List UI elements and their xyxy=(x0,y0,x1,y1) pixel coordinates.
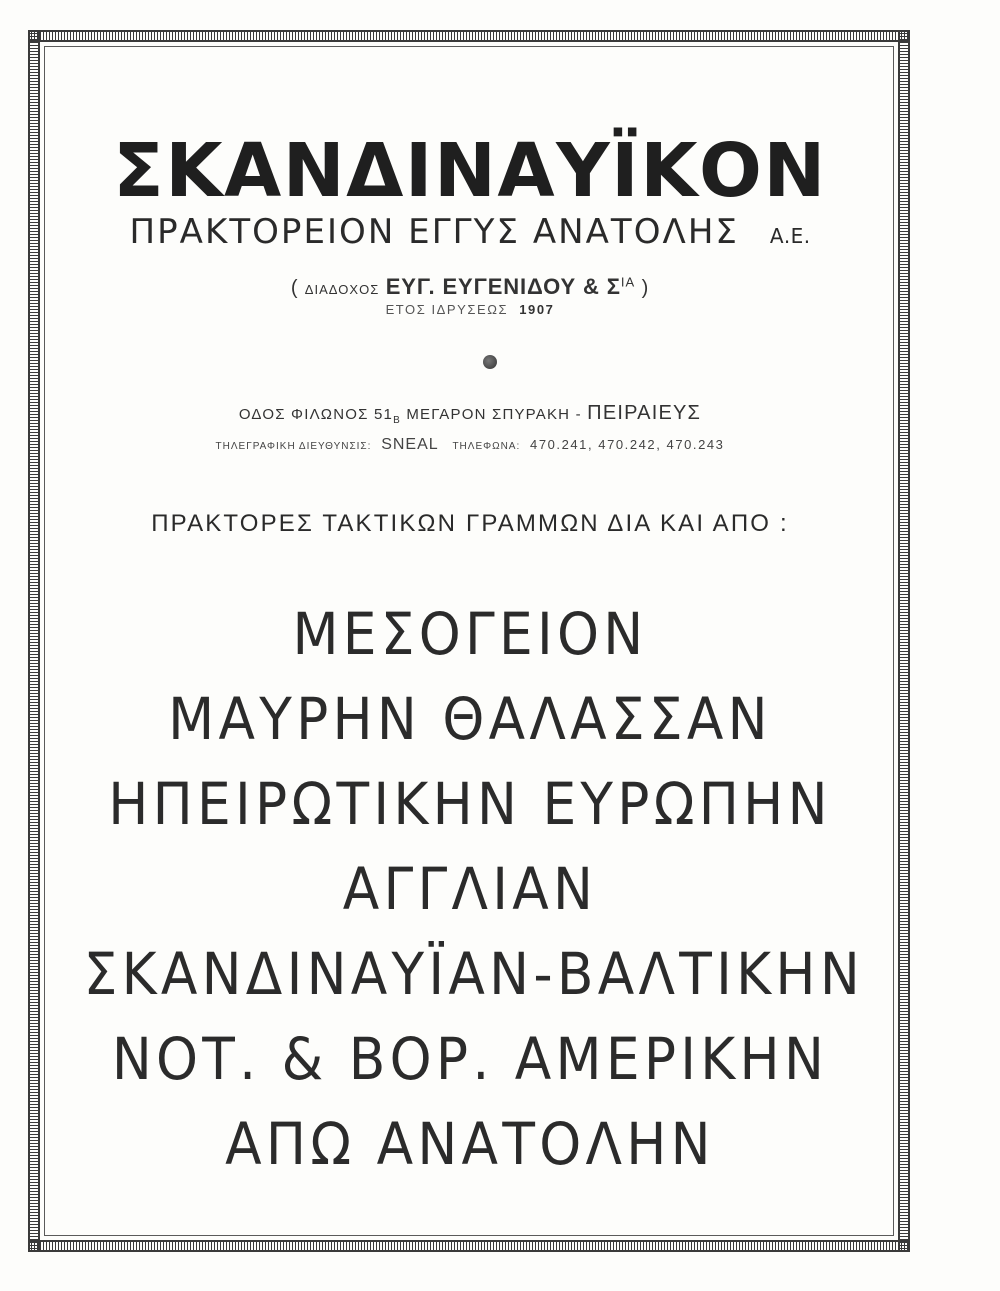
telegraph-line xyxy=(50,436,890,454)
address-number-sub: Β xyxy=(393,415,401,426)
border-left xyxy=(28,30,40,1252)
destination-item: ΑΠΩ ΑΝΑΤΟΛΗΝ xyxy=(225,1110,715,1178)
subtitle-text: ΠΡΑΚΤΟΡΕΙΟΝ ΕΓΓΥΣ ΑΝΑΤΟΛΗΣ xyxy=(129,212,739,252)
company-title: ΣΚΑΝΔΙΝΑΥΪΚΟΝ xyxy=(113,128,827,214)
subtitle-suffix: Α.Ε. xyxy=(769,224,811,248)
successor-sup: ΙΑ xyxy=(620,274,636,290)
founded-line xyxy=(50,302,890,317)
telegraph-label: ΤΗΛΕΓΡΑΦΙΚΗ ΔΙΕΥΘΥΝΣΙΣ: xyxy=(215,441,372,452)
address-number xyxy=(373,406,401,426)
border-top xyxy=(28,30,910,42)
successor-close-paren: ) xyxy=(641,277,650,299)
border-bottom xyxy=(28,1240,910,1252)
destination-item: ΣΚΑΝΔΙΝΑΥΪΑΝ-ΒΑΛΤΙΚΗΝ xyxy=(83,940,865,1008)
phones-label: ΤΗΛΕΦΩΝΑ: xyxy=(452,441,521,452)
phone-numbers: 470.241, 470.242, 470.243 xyxy=(530,437,725,452)
telegraph-code: SNEAL xyxy=(381,436,439,453)
successor-prefix: ΔΙΑΔΟΧΟΣ xyxy=(304,282,380,297)
successor-open-paren: ( xyxy=(290,277,299,299)
destination-item: ΜΕΣΟΓΕΙΟΝ xyxy=(292,600,648,668)
successor-name: ΕΥΓ. ΕΥΓΕΝΙΔΟΥ & Σ xyxy=(385,274,621,299)
address-line xyxy=(50,402,890,426)
border-right xyxy=(898,30,910,1252)
address-number-value: 51 xyxy=(373,406,394,423)
address-city: ΠΕΙΡΑΙΕΥΣ xyxy=(587,402,702,424)
destination-item: ΗΠΕΙΡΩΤΙΚΗΝ ΕΥΡΩΠΗΝ xyxy=(108,770,832,838)
address-separator: - xyxy=(575,406,582,423)
founded-label: ΕΤΟΣ ΙΔΡΥΣΕΩΣ xyxy=(385,302,509,317)
company-subtitle xyxy=(50,212,890,252)
successor-line xyxy=(50,274,890,300)
destination-item: ΑΓΓΛΙΑΝ xyxy=(342,855,598,923)
ornament-dot xyxy=(483,355,497,369)
destination-item: ΝΟΤ. & ΒΟΡ. ΑΜΕΡΙΚΗΝ xyxy=(111,1025,829,1093)
agents-heading: ΠΡΑΚΤΟΡΕΣ ΤΑΚΤΙΚΩΝ ΓΡΑΜΜΩΝ ΔΙΑ ΚΑΙ ΑΠΟ : xyxy=(151,510,789,537)
destination-item: ΜΑΥΡΗΝ ΘΑΛΑΣΣΑΝ xyxy=(168,685,772,753)
founded-year: 1907 xyxy=(519,302,555,317)
address-building: ΜΕΓΑΡΟΝ ΣΠΥΡΑΚΗ xyxy=(406,406,571,423)
address-street: ΟΔΟΣ ΦΙΛΩΝΟΣ xyxy=(238,406,369,423)
